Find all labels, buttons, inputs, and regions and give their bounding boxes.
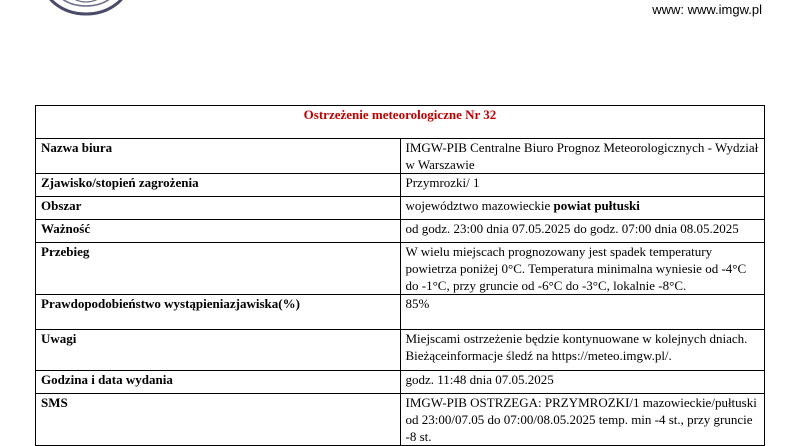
- table-row: [36, 243, 765, 295]
- table-row: [36, 295, 765, 330]
- area-county: powiat pułtuski: [553, 198, 640, 213]
- table-row: [36, 174, 765, 197]
- row-value-notes: Miejscami ostrzeżenie będzie kontynuowane w kolejnych dniach. Bieżąceinformacje śledź na https://meteo.imgw.pl/.: [400, 330, 765, 371]
- row-value-course: W wielu miejscach prognozowany jest spadek temperatury powietrza poniżej 0°C. Temperatura minimalna wyniesie od -4°C do -1°C, przy gruncie od -6°C do -3°C, lokalnie -8°C.: [400, 243, 765, 295]
- website-url[interactable]: www: www.imgw.pl: [652, 2, 762, 17]
- row-value-sms: IMGW-PIB OSTRZEGA: PRZYMROZKI/1 mazowieckie/pułtuski od 23:00/07.05 do 07:00/08.05.2025 temp. min -4 st., przy gruncie -8 st.: [400, 394, 765, 446]
- row-label-course: Przebieg: [36, 243, 401, 295]
- row-label-sms: SMS: [36, 394, 401, 446]
- row-value-phenomenon: Przymrozki/ 1: [400, 174, 765, 197]
- row-value-probability: 85%: [400, 295, 765, 330]
- table-row: [36, 330, 765, 371]
- table-row: [36, 394, 765, 446]
- row-label-notes: Uwagi: [36, 330, 401, 371]
- row-label-validity: Ważność: [36, 220, 401, 243]
- row-label-probability: Prawdopodobieństwo wystąpieniazjawiska(%): [36, 295, 401, 330]
- warning-table: [35, 105, 765, 446]
- imgw-logo: [38, 0, 134, 16]
- table-row: [36, 371, 765, 394]
- table-row: [36, 139, 765, 174]
- row-label-phenomenon: Zjawisko/stopień zagrożenia: [36, 174, 401, 197]
- table-row: [36, 197, 765, 220]
- row-label-area: Obszar: [36, 197, 401, 220]
- row-label-office: Nazwa biura: [36, 139, 401, 174]
- warning-title: Ostrzeżenie meteorologiczne Nr 32: [36, 106, 765, 139]
- row-value-validity: od godz. 23:00 dnia 07.05.2025 do godz. 07:00 dnia 08.05.2025: [400, 220, 765, 243]
- row-value-area: [400, 197, 765, 220]
- row-value-office: IMGW-PIB Centralne Biuro Prognoz Meteorologicznych - Wydział w Warszawie: [400, 139, 765, 174]
- area-region: województwo mazowieckie: [405, 198, 554, 213]
- row-value-issued: godz. 11:48 dnia 07.05.2025: [400, 371, 765, 394]
- row-label-issued: Godzina i data wydania: [36, 371, 401, 394]
- table-row: [36, 220, 765, 243]
